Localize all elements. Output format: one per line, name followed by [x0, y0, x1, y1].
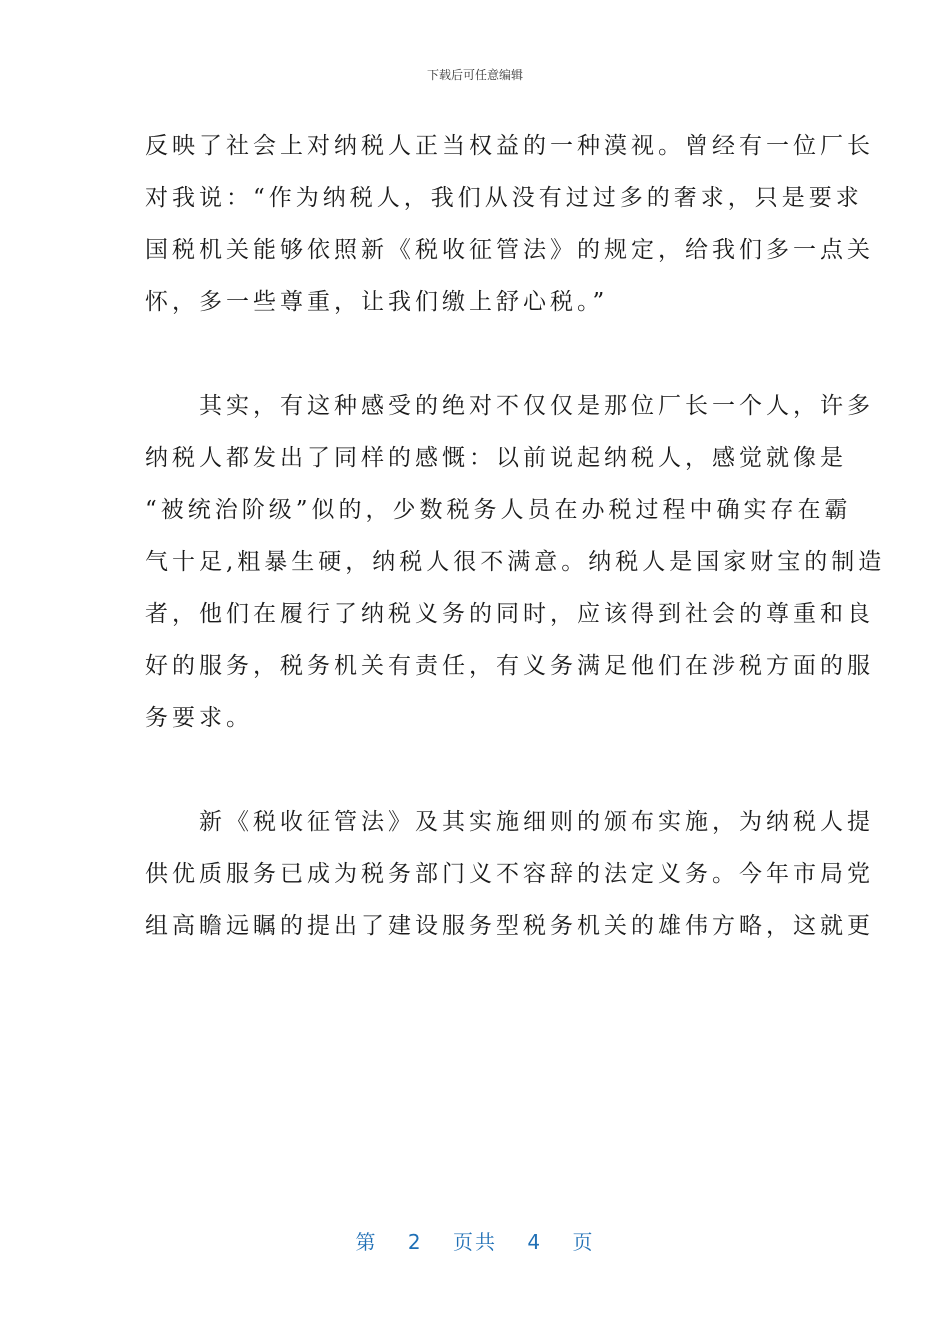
paragraph-gap [145, 328, 825, 380]
text-line: 务要求。 [145, 705, 253, 731]
footer-suffix: 页 [572, 1230, 595, 1254]
page-header: 下载后可任意编辑 [426, 68, 523, 82]
text-line: 好的服务，税务机关有责任，有义务满足他们在涉税方面的服 [145, 653, 874, 679]
text-line: 组高瞻远瞩的提出了建设服务型税务机关的雄伟方略，这就更 [145, 913, 874, 939]
paragraph-gap [145, 744, 825, 796]
page-footer [0, 1226, 950, 1255]
text-line: 者，他们在履行了纳税义务的同时，应该得到社会的尊重和良 [145, 601, 874, 627]
footer-middle: 页共 [453, 1230, 497, 1254]
text-line: 反映了社会上对纳税人正当权益的一种漠视。曾经有一位厂长 [145, 133, 874, 159]
document-body [145, 120, 886, 952]
footer-prefix: 第 [355, 1230, 378, 1254]
paragraph-1 [145, 120, 874, 328]
current-page-number: 2 [407, 1230, 423, 1254]
total-pages-number: 4 [527, 1230, 543, 1254]
paragraph-2 [145, 380, 886, 744]
text-line: 怀，多一些尊重，让我们缴上舒心税。” [145, 289, 609, 315]
text-line: “被统治阶级”似的，少数税务人员在办税过程中确实存在霸 [145, 497, 852, 523]
text-line: 其实，有这种感受的绝对不仅仅是那位厂长一个人，许多 [145, 393, 874, 419]
paragraph-3 [145, 796, 874, 952]
text-line: 国税机关能够依照新《税收征管法》的规定，给我们多一点关 [145, 237, 874, 263]
text-line: 对我说：“作为纳税人，我们从没有过过多的奢求，只是要求 [145, 185, 863, 211]
text-line: 供优质服务已成为税务部门义不容辞的法定义务。今年市局党 [145, 861, 874, 887]
text-line: 纳税人都发出了同样的感慨：以前说起纳税人，感觉就像是 [145, 445, 847, 471]
text-line: 新《税收征管法》及其实施细则的颁布实施，为纳税人提 [145, 809, 874, 835]
text-line: 气十足,粗暴生硬，纳税人很不满意。纳税人是国家财宝的制造 [145, 549, 886, 575]
